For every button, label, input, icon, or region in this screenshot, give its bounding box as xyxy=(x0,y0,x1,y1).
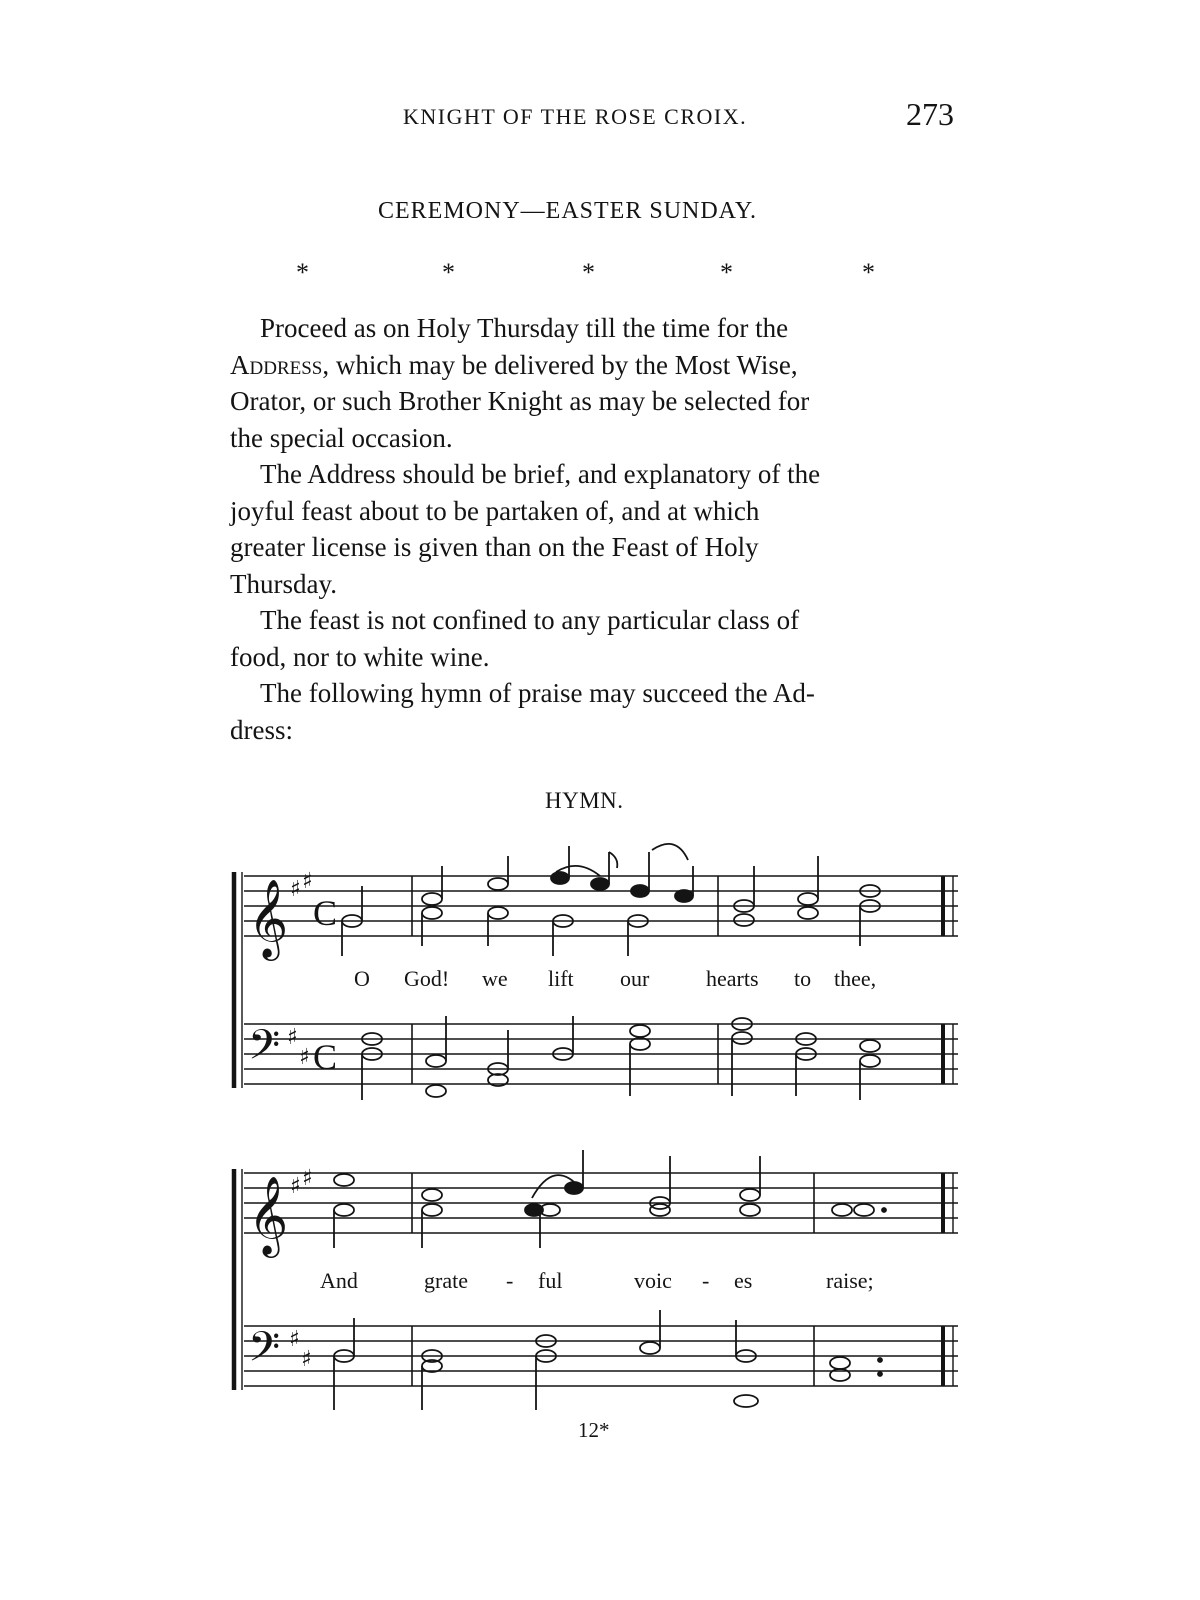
key-sharp-icon: ♯ xyxy=(289,1327,300,1352)
key-sharp-icon: ♯ xyxy=(302,1166,313,1191)
time-signature-icon: C xyxy=(313,1037,338,1077)
lyric-syllable: ful xyxy=(538,1268,563,1293)
lyric-syllable: lift xyxy=(548,966,574,991)
key-sharp-icon: ♯ xyxy=(299,1045,310,1070)
text-line: the special occasion. xyxy=(230,422,453,453)
text-line: food, nor to white wine. xyxy=(230,641,490,672)
time-signature-icon: C xyxy=(313,893,338,933)
folio-signature: 12* xyxy=(578,1418,610,1442)
lyric-syllable: - xyxy=(506,1268,514,1293)
bass-clef-icon: 𝄢 xyxy=(248,1021,281,1079)
lyric-syllable: God! xyxy=(404,966,450,991)
small-caps-word: Address xyxy=(230,349,323,380)
text-line: The Address should be brief, and explanatory of the xyxy=(260,459,821,489)
section-break-star: * xyxy=(442,258,455,287)
hymn-title: HYMN. xyxy=(545,788,624,813)
treble-staff-system-2 xyxy=(244,1173,958,1233)
bass-clef-icon: 𝄢 xyxy=(248,1323,281,1381)
lyric-syllable: raise; xyxy=(826,1268,874,1293)
text-line: The following hymn of praise may succeed the Ad- xyxy=(260,678,815,708)
text-line: Thursday. xyxy=(230,568,337,599)
text-line: greater license is given than on the Feast of Holy xyxy=(230,532,759,562)
bass-staff-system-1 xyxy=(244,1024,958,1084)
lyric-syllable: our xyxy=(620,966,650,991)
lyric-syllable: And xyxy=(320,1268,358,1293)
lyric-syllable: grate xyxy=(424,1268,468,1293)
section-break-star: * xyxy=(296,258,309,287)
lyric-syllable: - xyxy=(702,1268,710,1293)
running-title: KNIGHT OF THE ROSE CROIX. xyxy=(403,104,748,129)
notes xyxy=(334,844,886,1410)
key-sharp-icon: ♯ xyxy=(290,877,301,902)
lyric-syllable: voic xyxy=(634,1268,672,1293)
text-line: Proceed as on Holy Thursday till the time for the xyxy=(260,313,789,343)
text-line: The feast is not confined to any particular class of xyxy=(260,605,800,635)
treble-clef-icon: 𝄞 xyxy=(248,879,289,958)
text-line: dress: xyxy=(230,714,293,745)
treble-clef-icon: 𝄞 xyxy=(248,1176,289,1255)
text-line: Orator, or such Brother Knight as may be selected for xyxy=(230,386,810,416)
page-number: 273 xyxy=(906,96,954,132)
lyric-syllable: es xyxy=(734,1268,753,1293)
lyric-syllable: we xyxy=(482,966,508,991)
key-sharp-icon: ♯ xyxy=(301,1347,312,1372)
section-break-star: * xyxy=(862,258,875,287)
key-sharp-icon: ♯ xyxy=(302,869,313,894)
lyric-syllable: O xyxy=(354,966,370,991)
bass-staff-system-2 xyxy=(244,1326,958,1386)
text-line: joyful feast about to be partaken of, and at which xyxy=(230,495,760,526)
section-break-star: * xyxy=(720,258,733,287)
lyric-syllable: hearts xyxy=(706,966,759,991)
lyric-syllable: thee, xyxy=(834,966,877,991)
text-line: , which may be delivered by the Most Wise, xyxy=(322,349,798,380)
key-sharp-icon: ♯ xyxy=(290,1174,301,1199)
section-break-star: * xyxy=(582,258,595,287)
lyric-syllable: to xyxy=(794,966,812,991)
key-sharp-icon: ♯ xyxy=(287,1025,298,1050)
section-title: CEREMONY—EASTER SUNDAY. xyxy=(378,198,758,224)
